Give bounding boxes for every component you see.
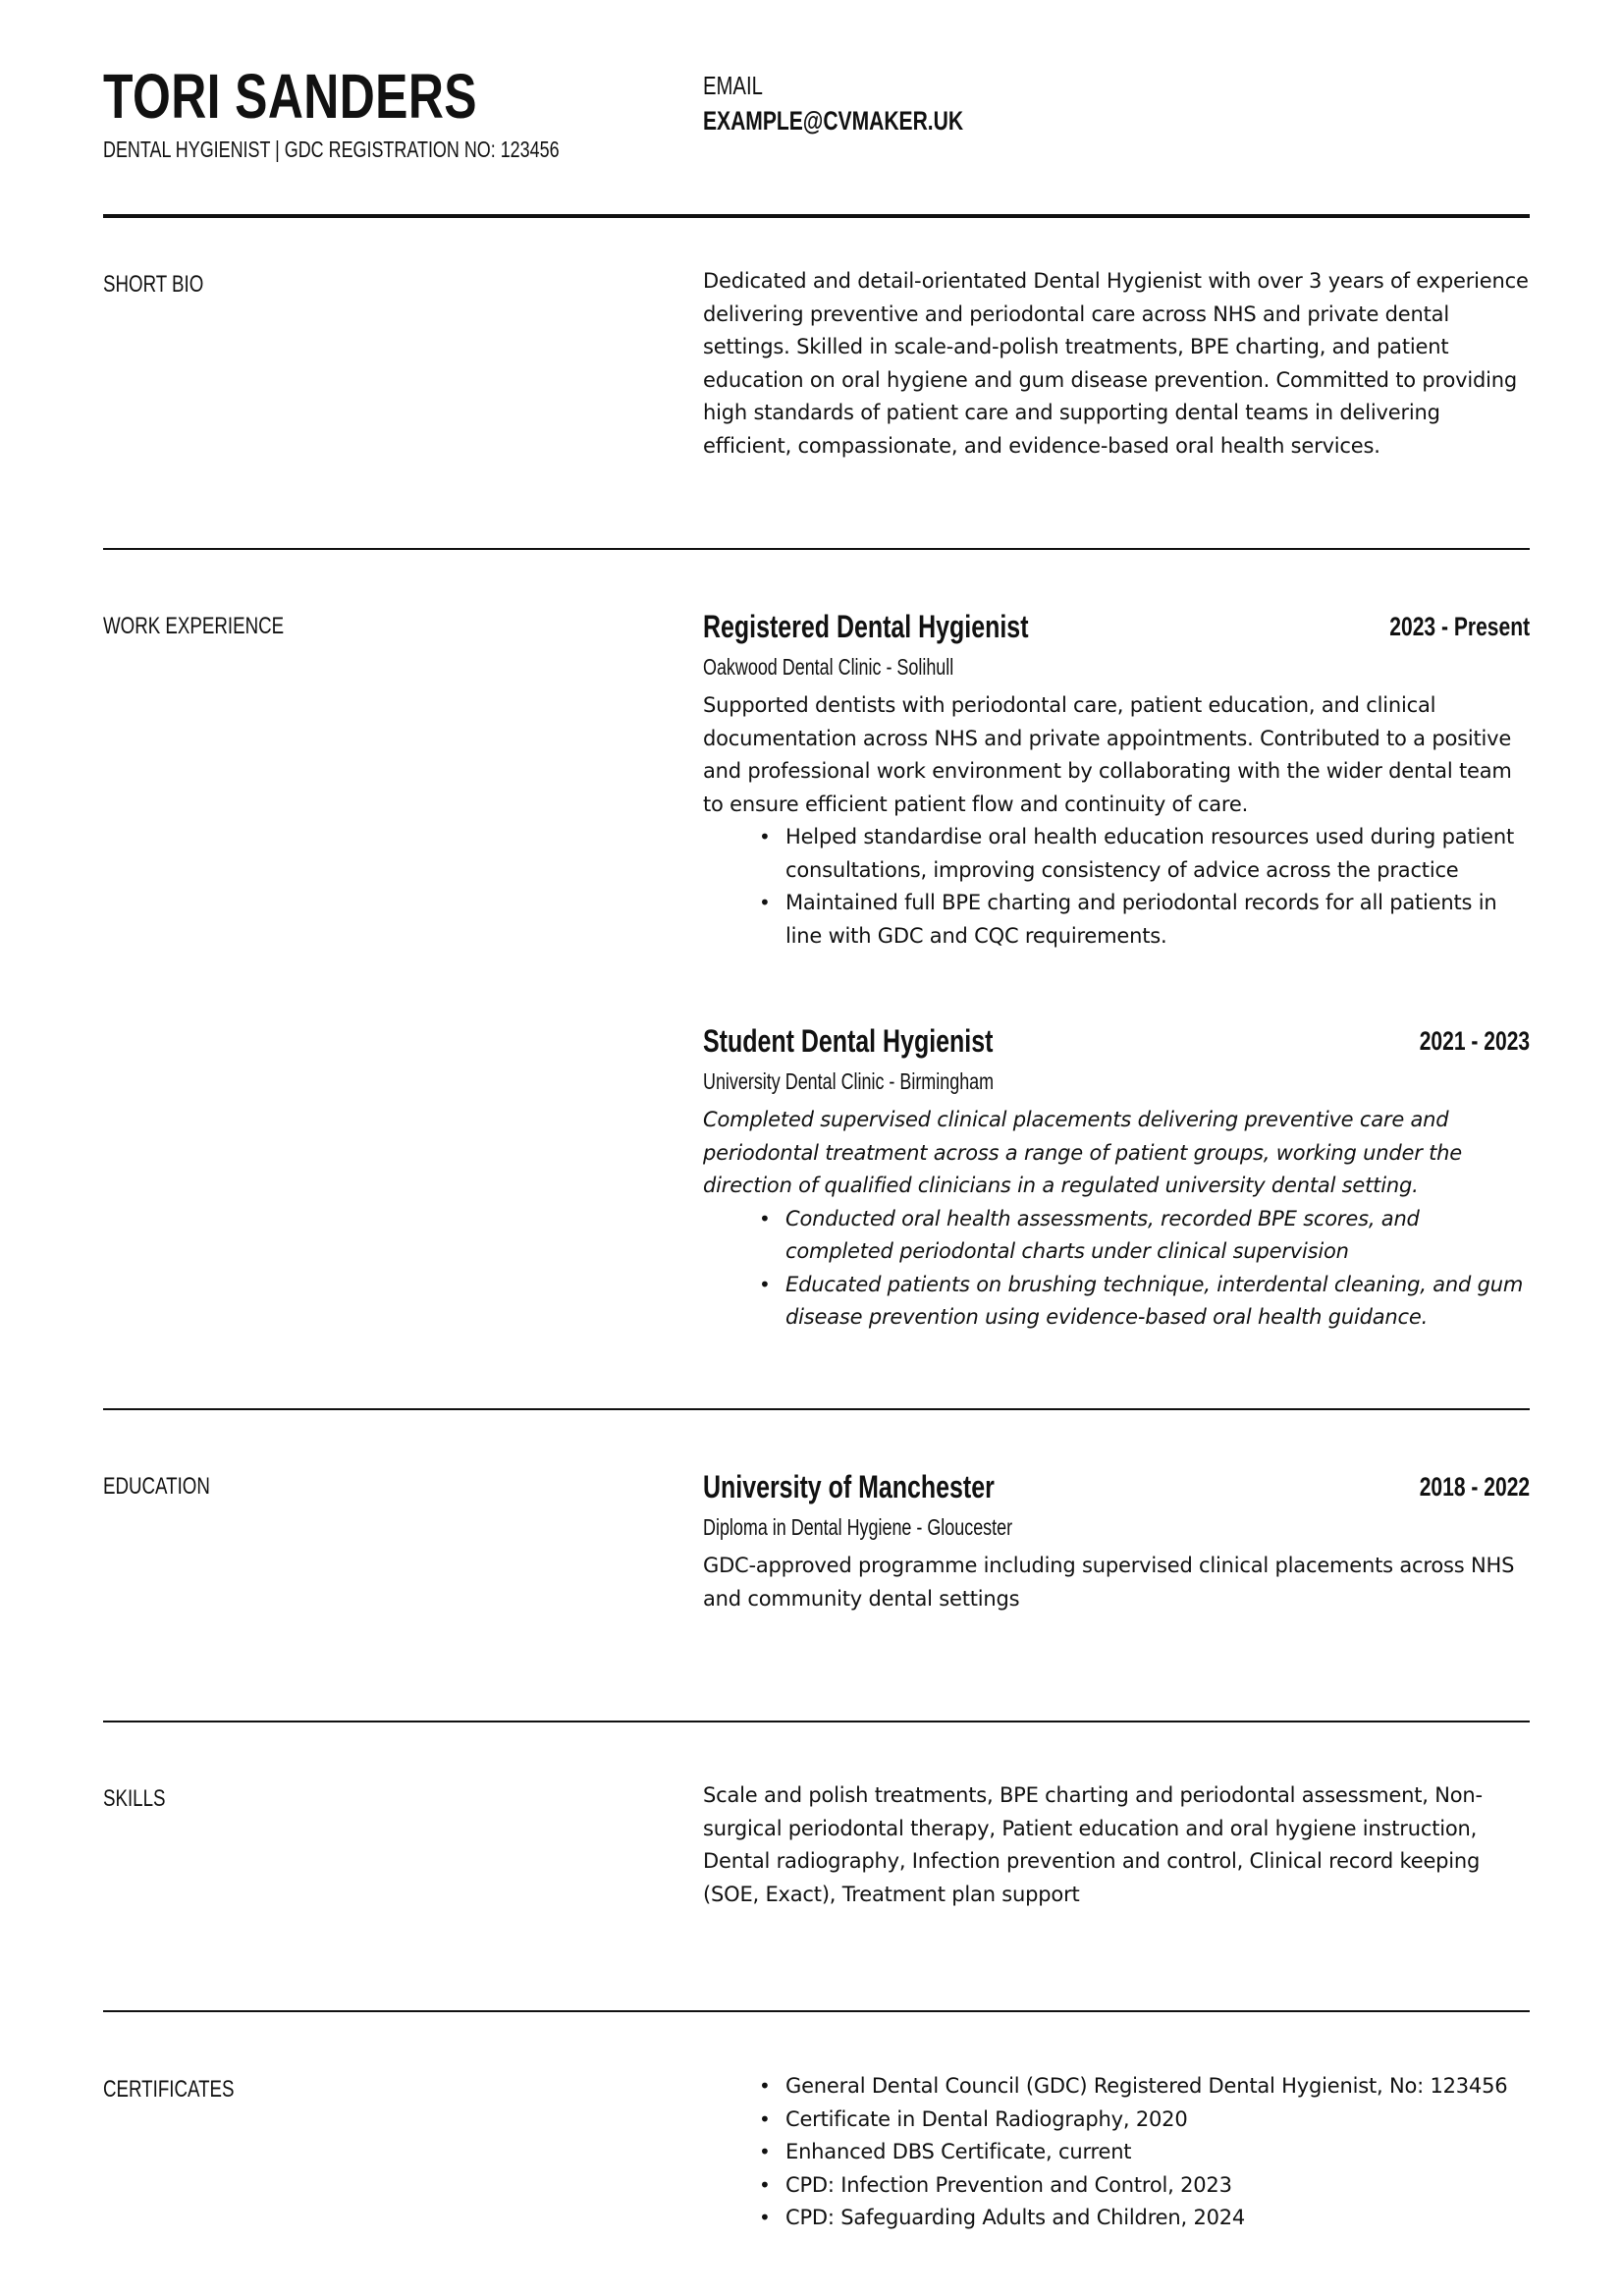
skills-text: Scale and polish treatments, BPE charting and periodontal assessment, Non-surgical periodontal therapy, Patient education and oral hygiene instruction, Dental radiography, Infection prevention and control, Clinical record keeping (SOE, Exact), Treatment plan support <box>703 1783 1483 1906</box>
education-entry <box>703 1467 1530 1615</box>
section-divider <box>103 548 1530 550</box>
header-divider <box>103 214 1530 218</box>
job-organization: Oakwood Dental Clinic - Solihull <box>703 654 954 680</box>
job-description: Supported dentists with periodontal care, patient education, and clinical documentation across NHS and private appointments. Contributed to a positive and professional work environment by collaborating with the wider dental team to ensure efficient patient flow and continuity of care. <box>703 693 1512 816</box>
job-date: 2023 - Present <box>1389 612 1530 641</box>
list-item: • CPD: Safeguarding Adults and Children, 2024 <box>785 2202 1530 2235</box>
job-achievements <box>703 1203 1530 1335</box>
list-item: • CPD: Infection Prevention and Control, 2023 <box>785 2169 1530 2203</box>
list-item: • Maintained full BPE charting and periodontal records for all patients in line with GDC and CQC requirements. <box>785 887 1530 953</box>
list-item: • Certificate in Dental Radiography, 2020 <box>785 2104 1530 2137</box>
education-description: GDC-approved programme including supervised clinical placements across NHS and community dental settings <box>703 1554 1515 1611</box>
job-title: Registered Dental Hygienist <box>703 609 1029 644</box>
job-entry <box>703 607 1530 953</box>
list-item: • General Dental Council (GDC) Registered Dental Hygienist, No: 123456 <box>785 2070 1530 2104</box>
work-label: WORK EXPERIENCE <box>103 613 285 639</box>
job-date: 2021 - 2023 <box>1419 1026 1530 1056</box>
job-description: Completed supervised clinical placements delivering preventive care and periodontal treatment across a range of patient groups, working under the direction of qualified clinicians in a regulated university dental setting. <box>703 1108 1462 1197</box>
list-item: • Conducted oral health assessments, recorded BPE scores, and completed periodontal charts under clinical supervision <box>785 1203 1530 1269</box>
institution-name: University of Manchester <box>703 1469 995 1504</box>
cv-header <box>103 55 1530 212</box>
bio-label: SHORT BIO <box>103 271 204 298</box>
bio-text: Dedicated and detail-orientated Dental Hygienist with over 3 years of experience delivering preventive and periodontal care across NHS and private dental settings. Skilled in scale-and-polish treatments, BPE charting, and patient education on oral hygiene and gum disease prevention. Committed to providing high standards of patient care and supporting dental teams in delivering efficient, compassionate, and evidence-based oral health services. <box>703 269 1529 458</box>
candidate-name: TORI SANDERS <box>103 61 477 132</box>
education-date: 2018 - 2022 <box>1419 1472 1530 1502</box>
job-organization: University Dental Clinic - Birmingham <box>703 1068 995 1094</box>
section-divider <box>103 2010 1530 2012</box>
job-entry <box>703 1021 1530 1335</box>
job-achievements <box>703 821 1530 953</box>
section-divider <box>103 1721 1530 1722</box>
list-item: • Helped standardise oral health education resources used during patient consultations, improving consistency of advice across the practice <box>785 821 1530 887</box>
certificates-label: CERTIFICATES <box>103 2076 235 2103</box>
skills-label: SKILLS <box>103 1785 166 1812</box>
candidate-subtitle: DENTAL HYGIENIST | GDC REGISTRATION NO: 123456 <box>103 137 560 162</box>
job-title: Student Dental Hygienist <box>703 1023 994 1059</box>
certificates-list-wrap <box>703 2070 1530 2235</box>
email-value[interactable]: EXAMPLE@CVMAKER.UK <box>703 106 964 136</box>
section-divider <box>103 1408 1530 1410</box>
list-item: • Educated patients on brushing technique, interdental cleaning, and gum disease prevention using evidence-based oral health guidance. <box>785 1269 1530 1335</box>
education-label: EDUCATION <box>103 1473 210 1500</box>
certificates-list <box>703 2070 1530 2235</box>
list-item: • Enhanced DBS Certificate, current <box>785 2136 1530 2169</box>
degree-name: Diploma in Dental Hygiene - Gloucester <box>703 1514 1013 1540</box>
email-label: EMAIL <box>703 71 763 100</box>
